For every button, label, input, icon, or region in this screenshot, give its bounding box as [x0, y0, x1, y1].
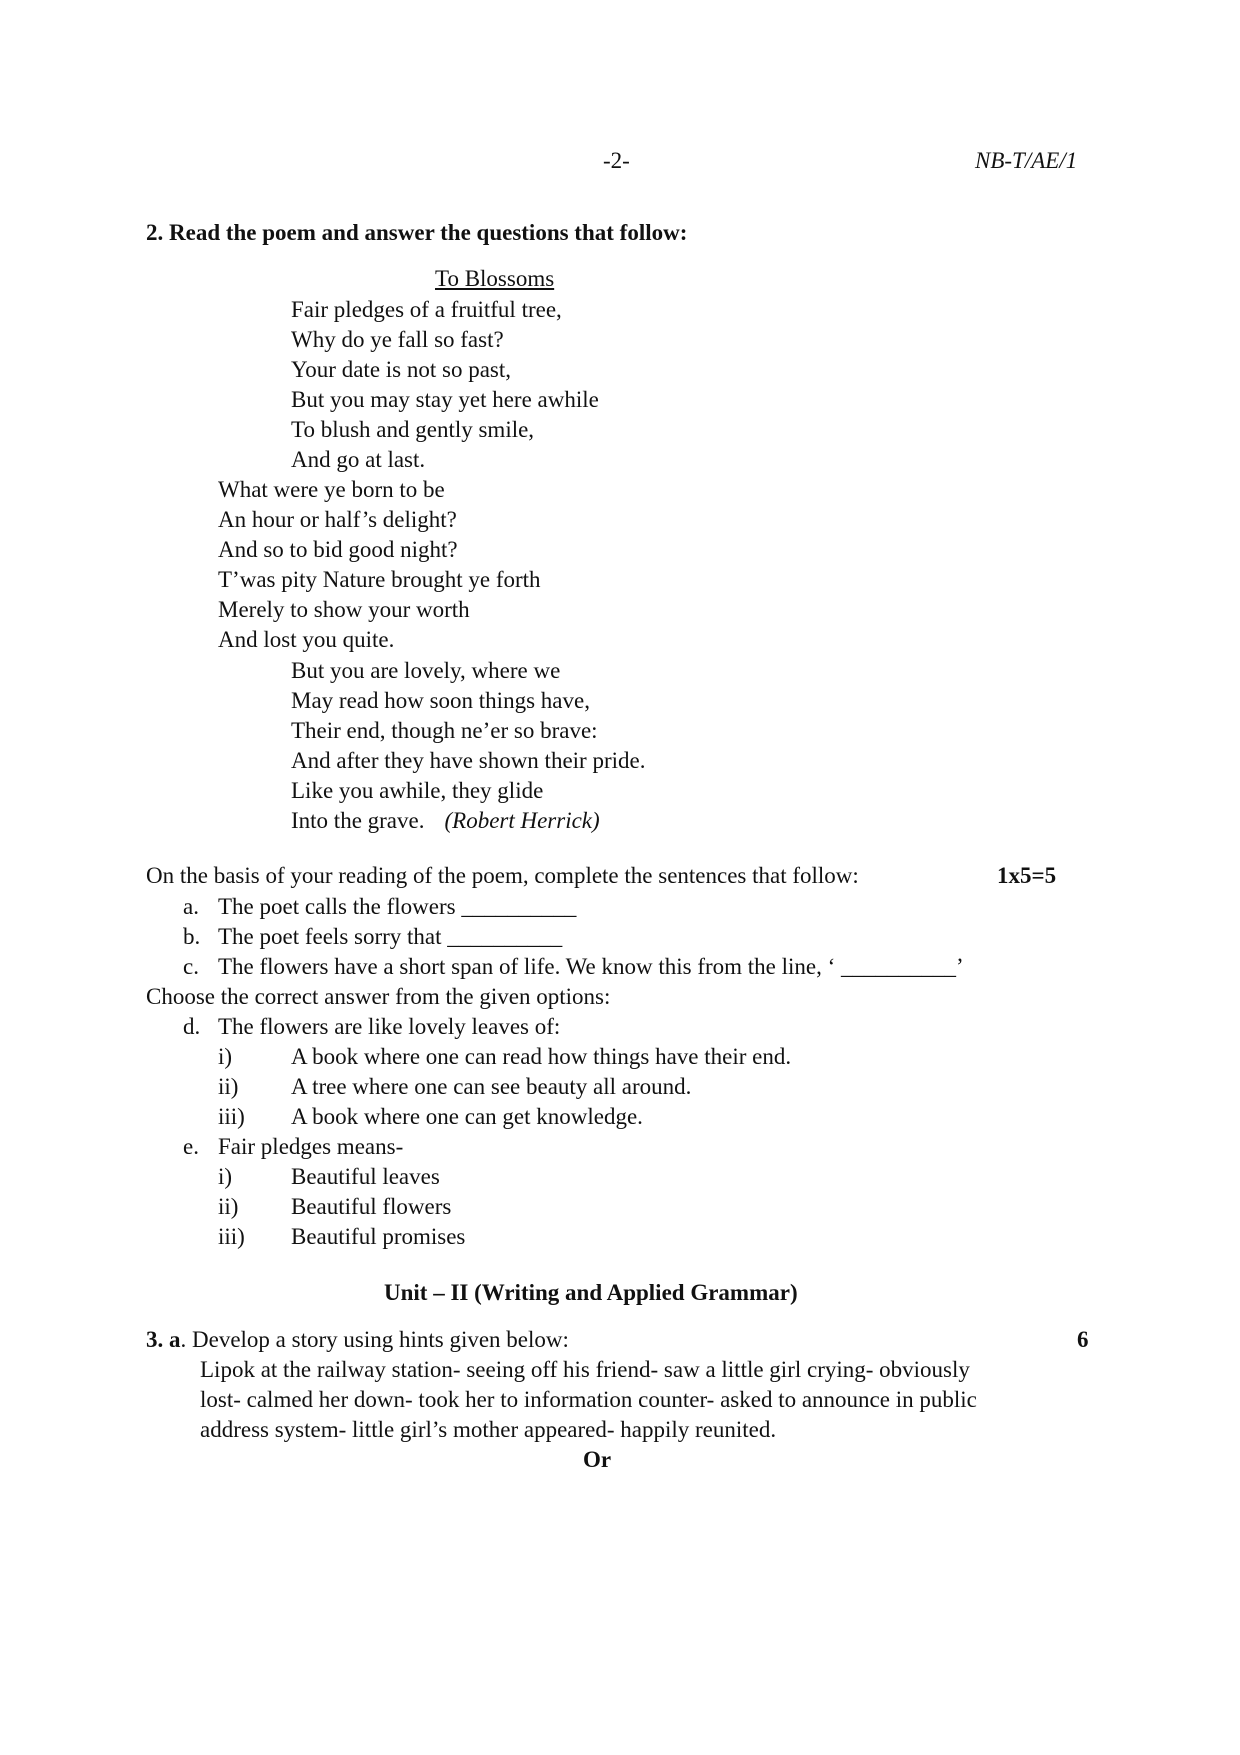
item-letter: e.: [183, 1134, 199, 1159]
poem-line: T’was pity Nature brought ye forth: [218, 567, 541, 592]
option-number: iii): [218, 1104, 245, 1129]
story-hint-line: lost- calmed her down- took her to information counter- asked to announce in public: [200, 1387, 977, 1412]
completion-instruction: On the basis of your reading of the poem, complete the sentences that follow:: [146, 863, 859, 888]
poem-line: May read how soon things have,: [291, 688, 590, 713]
poem-line: But you may stay yet here awhile: [291, 387, 599, 412]
item-letter: a.: [183, 894, 199, 919]
poem-line: What were ye born to be: [218, 477, 445, 502]
poem-line: Your date is not so past,: [291, 357, 512, 382]
question-2-heading: 2. Read the poem and answer the questions that follow:: [146, 220, 688, 245]
option-number: ii): [218, 1074, 239, 1099]
option-number: i): [218, 1044, 233, 1069]
question-3-marks: 6: [1077, 1327, 1089, 1352]
poem-line: But you are lovely, where we: [291, 658, 561, 683]
option-number: iii): [218, 1224, 245, 1249]
option-text: A tree where one can see beauty all around.: [291, 1074, 692, 1099]
poem-line: Their end, though ne’er so brave:: [291, 718, 598, 743]
question-3-label: 3. a: [146, 1327, 181, 1352]
poem-line: Why do ye fall so fast?: [291, 327, 504, 352]
option-text: Beautiful promises: [291, 1224, 466, 1249]
option-number: i): [218, 1164, 233, 1189]
item-text: Fair pledges means-: [218, 1134, 404, 1159]
poem-line: And lost you quite.: [218, 627, 395, 652]
page-number: -2-: [603, 148, 630, 173]
item-letter: c.: [183, 954, 199, 979]
story-hint-line: address system- little girl’s mother appeared- happily reunited.: [200, 1417, 777, 1442]
poem-line: To blush and gently smile,: [291, 417, 535, 442]
option-text: A book where one can get knowledge.: [291, 1104, 643, 1129]
poem-line-text: Into the grave.: [291, 808, 425, 833]
or-separator: Or: [583, 1447, 612, 1472]
poem-last-line: [291, 806, 600, 836]
option-text: Beautiful leaves: [291, 1164, 440, 1189]
choose-instruction: Choose the correct answer from the given options:: [146, 984, 611, 1009]
question-3-heading: [146, 1325, 569, 1355]
poem-line: And after they have shown their pride.: [291, 748, 646, 773]
poem-line: Like you awhile, they glide: [291, 778, 544, 803]
item-letter: b.: [183, 924, 201, 949]
poem-author: (Robert Herrick): [444, 808, 600, 833]
item-text: The poet feels sorry that __________: [218, 924, 563, 949]
item-text: The flowers are like lovely leaves of:: [218, 1014, 561, 1039]
item-text: The flowers have a short span of life. We know this from the line, ‘ __________’: [218, 954, 964, 979]
poem-line: And go at last.: [291, 447, 426, 472]
item-letter: d.: [183, 1014, 201, 1039]
option-text: A book where one can read how things have their end.: [291, 1044, 792, 1069]
poem-line: And so to bid good night?: [218, 537, 458, 562]
story-hint-line: Lipok at the railway station- seeing off his friend- saw a little girl crying- obviously: [200, 1357, 970, 1382]
question-3-instruction: . Develop a story using hints given below:: [180, 1327, 569, 1352]
poem-title: To Blossoms: [435, 266, 555, 291]
poem-line: Merely to show your worth: [218, 597, 470, 622]
question-2-marks: 1x5=5: [997, 863, 1057, 888]
poem-line: Fair pledges of a fruitful tree,: [291, 297, 562, 322]
item-text: The poet calls the flowers __________: [218, 894, 577, 919]
option-number: ii): [218, 1194, 239, 1219]
poem-line: An hour or half’s delight?: [218, 507, 457, 532]
option-text: Beautiful flowers: [291, 1194, 452, 1219]
unit-2-heading: Unit – II (Writing and Applied Grammar): [384, 1280, 798, 1305]
paper-code: NB-T/AE/1: [975, 148, 1078, 173]
